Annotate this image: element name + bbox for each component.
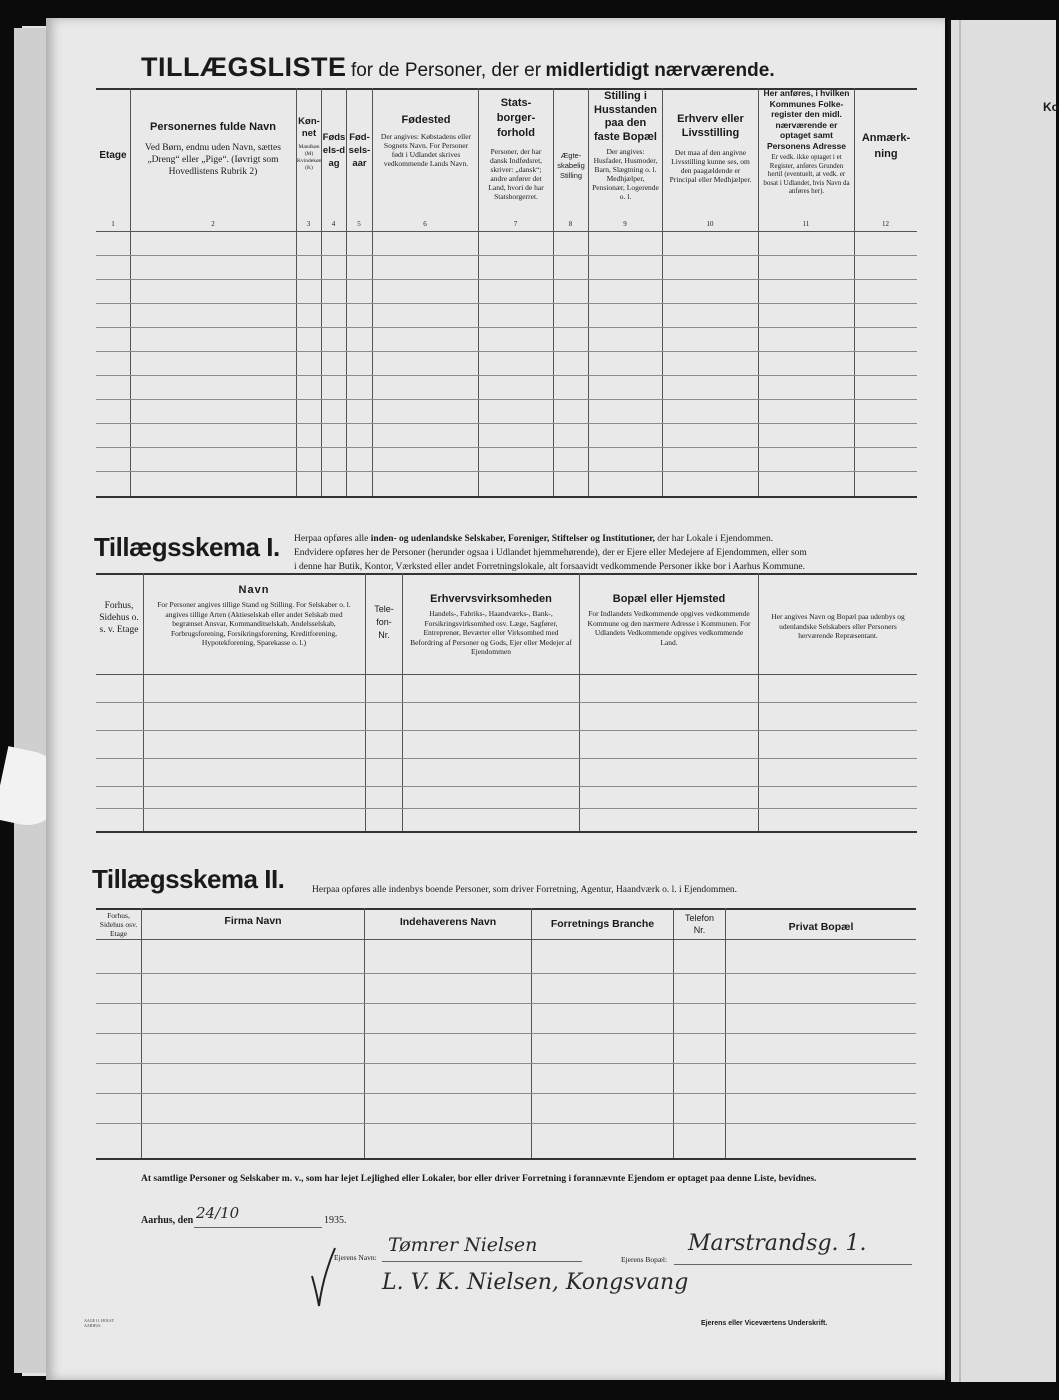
col-num: 8 [568, 220, 573, 228]
skema1-title: Tillægsskema I. [94, 532, 280, 562]
owner-address-label: Ejerens Bopæl: [621, 1255, 668, 1264]
col-num: 1 [111, 220, 115, 228]
col-num: 2 [211, 220, 215, 228]
skema2-intro: Herpaa opføres alle indenbys boende Personer, som driver Forretning, Agentur, Haandværk o. l. i Ejendommen. [312, 885, 738, 895]
owner-name-handwritten: Tømrer Nielsen [388, 1234, 538, 1256]
form-page [46, 18, 945, 1380]
owner-name-label: Ejerens Navn: [334, 1253, 377, 1262]
signature-handwritten: L. V. K. Nielsen, Kongsvang [382, 1270, 689, 1295]
right-page [948, 20, 1059, 1382]
col-koennet: Køn-net Mandkøn (M) Kvindekøn (K) [297, 116, 322, 171]
col-folkeregister: Her anføres, i hvilken Kommunes Folke-register den midl. nærværende er optaget samt Personens Adresse Er vedk. ikke optaget i et Register, anføres Grunden hertil (eventuelt, at vedk. er bosat i Udlandet, hvis Navn da anføres her). [763, 88, 850, 195]
right-page-fragment: Ko [1043, 100, 1059, 114]
footer-statement: At samtlige Personer og Selskaber m. v., som har lejet Lejlighed eller Lokaler, bor eller driver Forretning i forannævnte Ejendom er optaget paa denne Liste, bevidnes. [141, 1174, 817, 1184]
skema1-intro: Herpaa opføres alle inden- og udenlandske Selskaber, Foreniger, Stiftelser og Institutioner, der har Lokale i Ejendommen. Endvidere opføres her de Personer (herunder ogsaa i Udlandet hjemmehørende), der er Ejere eller Medejere af Ejendommen, eller som i denne har Butik, Kontor, Værksted eller andet Forretningslokale, alt forsaavidt vedkommende Personer ikke bor i Aarhus Kommune. [294, 534, 807, 572]
s1-col-erhverv: Erhvervsvirksomheden Handels-, Fabriks-, Haandværks-, Bank-, Forsikringsvirksomhed osv. Læge, Sagfører, Entreprenør, Beværter eller Virksomhed med Befordring af Personer og Gods, Ejer eller Medejer af Ejendommen [410, 593, 572, 656]
col-foedselsaar: Fød-sels-aar [348, 132, 371, 169]
date-handwritten: 24/10 [196, 1204, 240, 1222]
footer-city: Aarhus, den [141, 1215, 194, 1226]
s2-col-indehaver: Indehaverens Navn [399, 916, 497, 928]
col-foedested: Fødested Der angives: Købstadens eller Sognets Navn. For Personer født i Udlandet skrives vedkommende Lands Navn. [380, 114, 472, 168]
col-aegteskab: Ægte-skabelig Stilling [557, 151, 585, 180]
s2-col-firma: Firma Navn [224, 915, 282, 927]
s1-col-telefon: Tele-fon-Nr. [374, 604, 394, 640]
col-etage: Etage [99, 150, 127, 161]
col-anmaerkning: Anmærk-ning [861, 132, 911, 160]
col-num: 10 [706, 220, 714, 228]
owner-address-handwritten: Marstrandsg. 1. [688, 1231, 867, 1256]
col-navn: Personernes fulde Navn Ved Børn, endnu uden Navn, sættes „Dreng“ eller „Pige“. (Iøvrigt som Hovedlistens Rubrik 2) [145, 121, 281, 177]
col-num: 11 [802, 220, 810, 228]
s1-col-repraesentant: Her angives Navn og Bopæl paa udenbys og udenlandske Selskabers eller Personers herværende Repræsentant. [771, 612, 905, 640]
col-num: 5 [357, 220, 361, 228]
col-statsborger: Stats-borger-forhold Personer, der har dansk Indfødsret, skriver: „dansk“; andre anfører det Land, hvori de har Statsborgerret. [488, 97, 544, 201]
s1-col-bopael: Bopæl eller Hjemsted For Indlandets Vedkommende opgives vedkommende Kommune og den nærmere Adresse i Kommunen. For Udlandets Vedkommende opgives vedkommende Land. [587, 593, 751, 647]
skema2-title: Tillægsskema II. [92, 864, 285, 894]
col-num: 6 [423, 220, 427, 228]
s1-col-etage: Forhus, Sidehus o. s. v. Etage [99, 601, 139, 635]
footer-year: 1935. [324, 1215, 347, 1226]
printer-mark: AAGE O. HOLST. AARHUS [84, 1318, 115, 1328]
col-num: 7 [513, 220, 518, 228]
col-num: 4 [331, 220, 336, 228]
col-num: 9 [623, 220, 627, 228]
col-num: 12 [882, 220, 889, 228]
s2-col-etage: Forhus, Sidehus osv. Etage [99, 911, 138, 938]
s2-col-privat: Privat Bopæl [788, 921, 854, 933]
check-mark-icon [308, 1246, 338, 1308]
col-foedselsdag: Fødsels-dag [322, 132, 346, 169]
col-erhverv: Erhverv eller Livsstilling Det maa af den angivne Livsstilling kunne ses, om den paagældende er Principal eller Medhjælper. [669, 113, 752, 184]
s2-col-telefon: Telefon Nr. [684, 913, 715, 935]
col-num: 3 [306, 220, 311, 228]
page-title: TILLÆGSLISTE for de Personer, der er midlertidigt nærværende. [141, 52, 775, 82]
s2-col-branche: Forretnings Branche [550, 918, 655, 930]
col-stilling-husstand: Stilling i Husstanden paa den faste Bopæl Der angives: Husfader, Husmoder, Barn, Slægtning o. l. Medhjælper, Pensionær, Logerende o. l. [592, 90, 659, 201]
signature-label: Ejerens eller Viceværtens Underskrift. [701, 1320, 828, 1327]
s1-col-navn: Navn For Personer angives tillige Stand og Stilling. For Selskaber o. l. angives tillige Arten (Aktieselskab eller andet Selskab med begrænset Ansvar, Kommanditselskab, Andelsselskab, Forbrugsforening, Forsikringsforening, Kreditforening, Hypotekforening, Sparekasse o. l.) [157, 584, 351, 647]
